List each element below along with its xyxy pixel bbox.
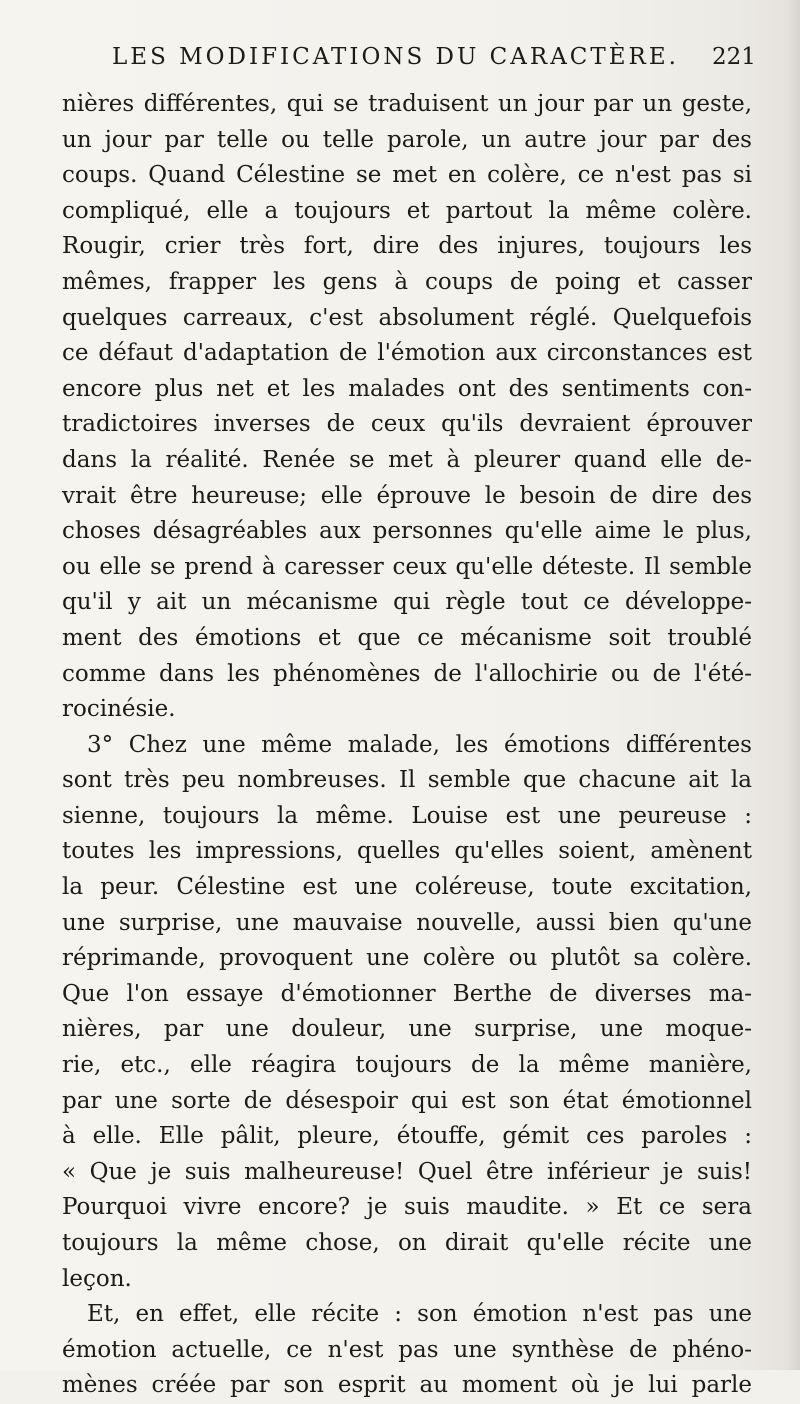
text-line: dans la réalité. Renée se met à pleurer quand elle de-: [62, 446, 752, 473]
text-line: mènes créée par son esprit au moment où je lui parle: [62, 1372, 752, 1399]
text-line: toujours la même chose, on dirait qu'elle récite une: [62, 1230, 752, 1256]
text-line: sont très peu nombreuses. Il semble que chacune ait la: [62, 767, 752, 794]
text-line: qu'il y ait un mécanisme qui règle tout ce développe-: [62, 589, 752, 616]
text-line: rocinésie.: [62, 696, 176, 723]
text-line: nières, par une douleur, une surprise, une moque-: [62, 1016, 752, 1043]
text-line: Que l'on essaye d'émotionner Berthe de diverses ma-: [62, 980, 752, 1007]
text-line: un jour par telle ou telle parole, un autre jour par des: [62, 126, 752, 153]
text-line: nières différentes, qui se traduisent un jour par un geste,: [62, 91, 752, 117]
running-title: LES MODIFICATIONS DU CARACTÈRE.: [112, 44, 679, 70]
text-line: ce défaut d'adaptation de l'émotion aux circonstances est: [62, 340, 752, 367]
text-line: vrait être heureuse; elle éprouve le besoin de dire des: [62, 482, 752, 509]
text-line: quelques carreaux, c'est absolument réglé. Quelquefois: [62, 304, 752, 331]
text-line: « Que je suis malheureuse! Quel être inférieur je suis!: [62, 1158, 752, 1185]
text-line: comme dans les phénomènes de l'allochirie ou de l'été-: [62, 660, 752, 687]
text-line: émotion actuelle, ce n'est pas une synthèse de phéno-: [62, 1336, 752, 1363]
running-head: [112, 44, 756, 84]
text-line: Rougir, crier très fort, dire des injures, toujours les: [62, 233, 752, 260]
text-line: mêmes, frapper les gens à coups de poing et casser: [62, 268, 752, 295]
text-line: encore plus net et les malades ont des sentiments con-: [62, 375, 752, 402]
page-edge-shadow: [786, 0, 800, 1370]
text-line: compliqué, elle a toujours et partout la même colère.: [62, 197, 752, 224]
text-line: Et, en effet, elle récite : son émotion n'est pas une: [87, 1301, 752, 1328]
text-line: 3° Chez une même malade, les émotions différentes: [87, 731, 752, 758]
text-line: par une sorte de désespoir qui est son état émotionnel: [62, 1087, 752, 1114]
page-number: 221: [712, 44, 756, 70]
text-line: réprimande, provoquent une colère ou plutôt sa colère.: [62, 945, 752, 972]
text-line: coups. Quand Célestine se met en colère, ce n'est pas si: [62, 162, 752, 189]
text-line: à elle. Elle pâlit, pleure, étouffe, gémit ces paroles :: [62, 1123, 752, 1150]
text-line: ou elle se prend à caresser ceux qu'elle déteste. Il semble: [62, 553, 752, 580]
text-line: la peur. Célestine est une coléreuse, toute excitation,: [62, 874, 752, 901]
text-line: choses désagréables aux personnes qu'elle aime le plus,: [62, 518, 752, 545]
text-line: toutes les impressions, quelles qu'elles soient, amènent: [62, 838, 752, 865]
text-line: Pourquoi vivre encore? je suis maudite. » Et ce sera: [62, 1194, 752, 1221]
text-line: leçon.: [62, 1265, 132, 1292]
text-line: tradictoires inverses de ceux qu'ils devraient éprouver: [62, 411, 752, 438]
body-text: [62, 87, 752, 1404]
text-line: ment des émotions et que ce mécanisme soit troublé: [62, 624, 752, 651]
text-line: rie, etc., elle réagira toujours de la même manière,: [62, 1052, 752, 1079]
text-line: sienne, toujours la même. Louise est une peureuse :: [62, 802, 752, 829]
text-line: une surprise, une mauvaise nouvelle, aussi bien qu'une: [62, 909, 752, 936]
